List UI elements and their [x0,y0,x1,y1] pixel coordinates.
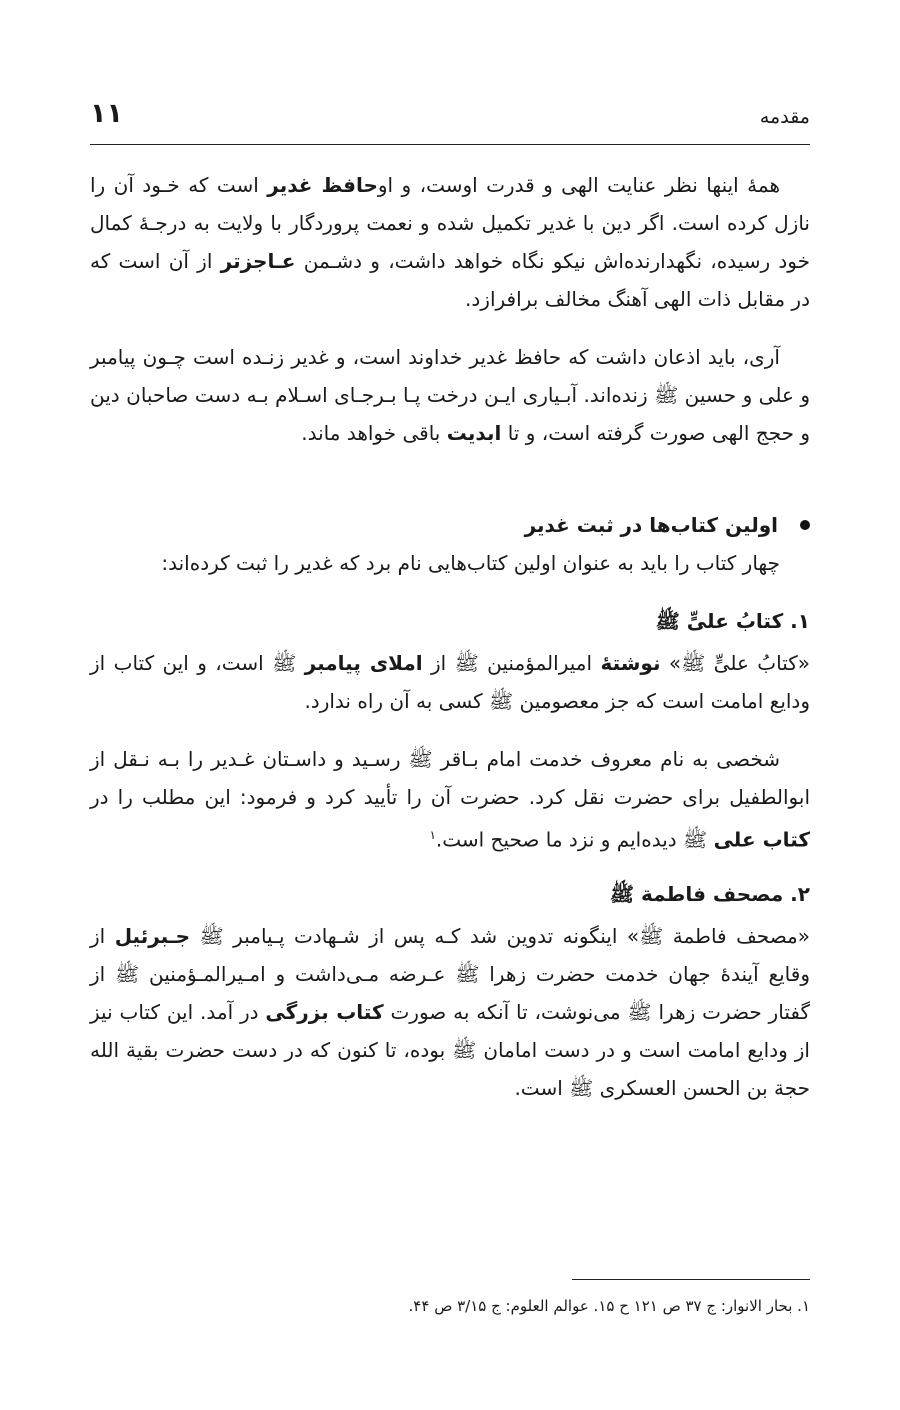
page-header [90,96,810,142]
footnote-marker[interactable]: ۱ [429,828,436,842]
header-rule [90,144,810,145]
footnote-rule [572,1279,810,1280]
section-heading: اولین کتاب‌ها در ثبت غدیر [90,506,810,544]
page-number: ۱۱ [90,98,123,129]
paragraph-2: آری، باید اذعان داشت که حافظ غدیر خداوند است، و غدیر زنـده است چـون پیامبر و علی و حسین ﷺ زنده‌اند. آبـیاری ایـن درخت پـا بـرجـای اسـلام بـه دست صاحبان دین و حجج الهی صورت گرفته است، و تا ابدیت باقی خواهد ماند. [90,345,810,445]
footnote: ۱. بحار الانوار: ج ۳۷ ص ۱۲۱ ح ۱۵. عوالم العلوم: ج ۳/۱۵ ص ۴۴. [408,1297,810,1315]
section-intro: چهار کتاب را باید به عنوان اولین کتاب‌هایی نام برد که غدیر را ثبت کرده‌اند: [161,551,780,575]
book1-paragraph-2: شخصی به نام معروف خدمت امام بـاقر ﷺ رسـید و داسـتان غـدیر را بـه نـقل از ابوالطفیل برای حضرت نقل کرد. حضرت آن را تأیید کرد و فرمود: این مطلب را در کتاب علی ﷺ دیده‌ایم و نزد ما صحیح است.$^۱$ [90,747,810,852]
paragraph-1: همهٔ اینها نظر عنایت الهی و قدرت اوست، و اوحافظ غدیر است که خـود آن را نازل کرده است. اگر دین با غدیر تکمیل شده و نعمت پروردگار با ولایت به درجـهٔ کمال خود رسیده، نگهدارنده‌اش نیکو نگاه خواهد داشت، و دشـمن عـاجزتر از آن است که در مقابل ذات الهی آهنگ مخالف برافرازد. [90,173,810,311]
bullet-icon [800,520,810,530]
book1-paragraph-1: «کتابُ علیٍّ ﷺ» نوشتهٔ امیرالمؤمنین ﷺ از املای پیامبر ﷺ است، و این کتاب از ودایع امامت است که جز معصومین ﷺ کسی به آن راه ندارد. [90,651,810,713]
book2-paragraph-1: «مصحف فاطمة ﷺ» اینگونه تدوین شد کـه پس از شـهادت پـیامبر ﷺ جـبرئیل از وقایع آیندهٔ جهان خدمت حضرت زهرا ﷺ عـرضه مـی‌داشت و امـیرالمـؤمنین ﷺ از گفتار حضرت زهرا ﷺ می‌نوشت، تا آنکه به صورت کتاب بزرگی در آمد. این کتاب نیز از ودایع امامت است و در دست امامان ﷺ بوده، تا کنون که در دست حضرت بقیة الله حجة بن الحسن العسکری ﷺ است. [90,923,810,1100]
page-body [90,166,810,1107]
chapter-title: مقدمه [759,106,810,128]
book2-heading: ۲. مصحف فاطمة ﷺ [609,881,810,906]
book1-heading: ۱. کتابُ علیٍّ ﷺ [655,609,810,633]
